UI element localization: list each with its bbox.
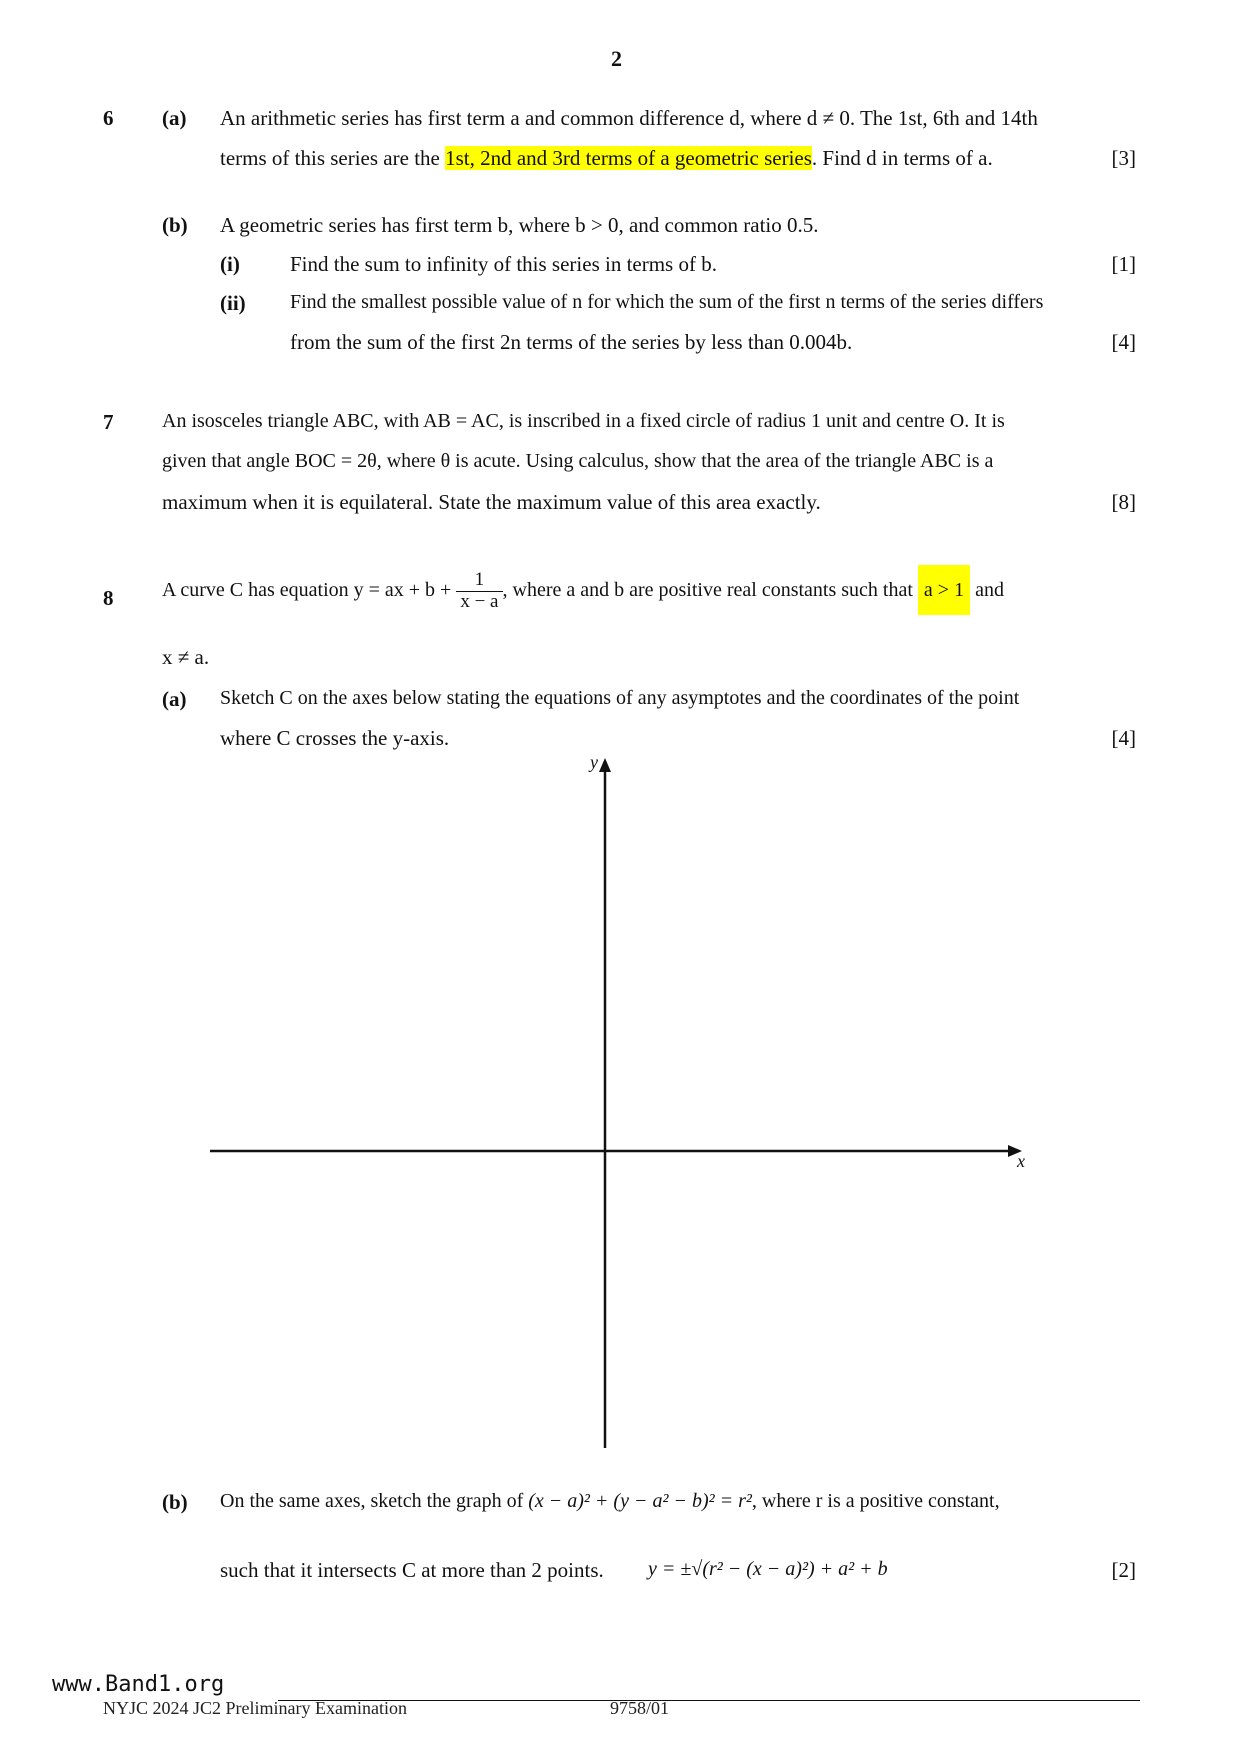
highlighted-a-greater-than-1: a > 1 — [918, 565, 970, 615]
circle-equation: (x − a)² + (y − a² − b)² = r² — [528, 1490, 752, 1512]
question-8b-line1-post: , where r is a positive constant, — [751, 1490, 1000, 1512]
question-8b-mark: [2] — [1111, 1558, 1136, 1582]
question-7-mark: [8] — [1111, 490, 1136, 514]
watermark: www.Band1.org — [52, 1672, 225, 1697]
question-8a-line1: Sketch C on the axes below stating the equations of any asymptotes and the coordinates of the point — [220, 687, 1020, 709]
question-6a-line1: An arithmetic series has first term a and common difference d, where d ≠ 0. The 1st, 6th and 14th — [220, 106, 1038, 130]
question-6a-line2-post: . Find d in terms of a. — [811, 146, 993, 170]
question-6bi-mark: [1] — [1111, 252, 1136, 276]
question-8b-line1-pre: On the same axes, sketch the graph of — [220, 1490, 524, 1512]
question-7-line1: An isosceles triangle ABC, with AB = AC, is inscribed in a fixed circle of radius 1 unit and centre O. It is — [162, 410, 1005, 432]
question-8-line2: x ≠ a. — [162, 645, 210, 669]
question-8a-mark: [4] — [1111, 726, 1136, 750]
question-8b-label: (b) — [162, 1490, 188, 1514]
footer-divider — [278, 1700, 1140, 1701]
fraction-denominator: x − a — [460, 590, 499, 612]
question-6bii-line1: Find the smallest possible value of n for which the sum of the first n terms of the series differs — [290, 291, 1044, 313]
question-6b-text: A geometric series has first term b, where b > 0, and common ratio 0.5. — [220, 213, 819, 237]
footer-exam-name: NYJC 2024 JC2 Preliminary Examination — [103, 1698, 407, 1718]
question-8b-line2: such that it intersects C at more than 2 points. — [220, 1558, 604, 1582]
question-8-intro-pre: A curve C has equation y = ax + b + — [162, 578, 452, 601]
question-8a-label: (a) — [162, 687, 187, 711]
question-6a-label: (a) — [162, 106, 187, 130]
question-8a-line2: where C crosses the y-axis. — [220, 726, 450, 750]
fraction-numerator: 1 — [456, 570, 502, 592]
question-8-intro-post: and — [975, 578, 1004, 601]
question-6b-label: (b) — [162, 213, 188, 237]
question-6a-line2-pre: terms of this series are the — [220, 146, 446, 170]
question-8-number: 8 — [103, 586, 114, 610]
page-number: 2 — [611, 46, 622, 71]
question-7-line3: maximum when it is equilateral. State the maximum value of this area exactly. — [162, 490, 821, 514]
y-axis-label: y — [590, 752, 598, 772]
question-7-number: 7 — [103, 410, 114, 434]
question-8b-line1 — [220, 1490, 1000, 1513]
x-axis-label: x — [1017, 1151, 1025, 1171]
highlighted-geometric-series-text: 1st, 2nd and 3rd terms of a geometric series — [445, 146, 812, 170]
question-8-intro-mid: , where a and b are positive real constants such that — [502, 578, 913, 601]
footer-paper-code: 9758/01 — [610, 1698, 670, 1718]
question-6bii-label: (ii) — [220, 291, 246, 315]
question-7-line2: given that angle BOC = 2θ, where θ is acute. Using calculus, show that the area of the triangle ABC is a — [162, 450, 994, 472]
question-6bi-text: Find the sum to infinity of this series in terms of b. — [290, 252, 717, 276]
question-6bii-mark: [4] — [1111, 330, 1136, 354]
question-6bi-label: (i) — [220, 252, 240, 276]
question-6a-mark: [3] — [1111, 146, 1136, 170]
handwritten-answer: y = ±√(r² − (x − a)²) + a² + b — [648, 1558, 888, 1580]
y-axis-arrowhead — [599, 758, 611, 772]
question-6-number: 6 — [103, 106, 114, 130]
question-6bii-line2: from the sum of the first 2n terms of the series by less than 0.004b. — [290, 330, 853, 354]
